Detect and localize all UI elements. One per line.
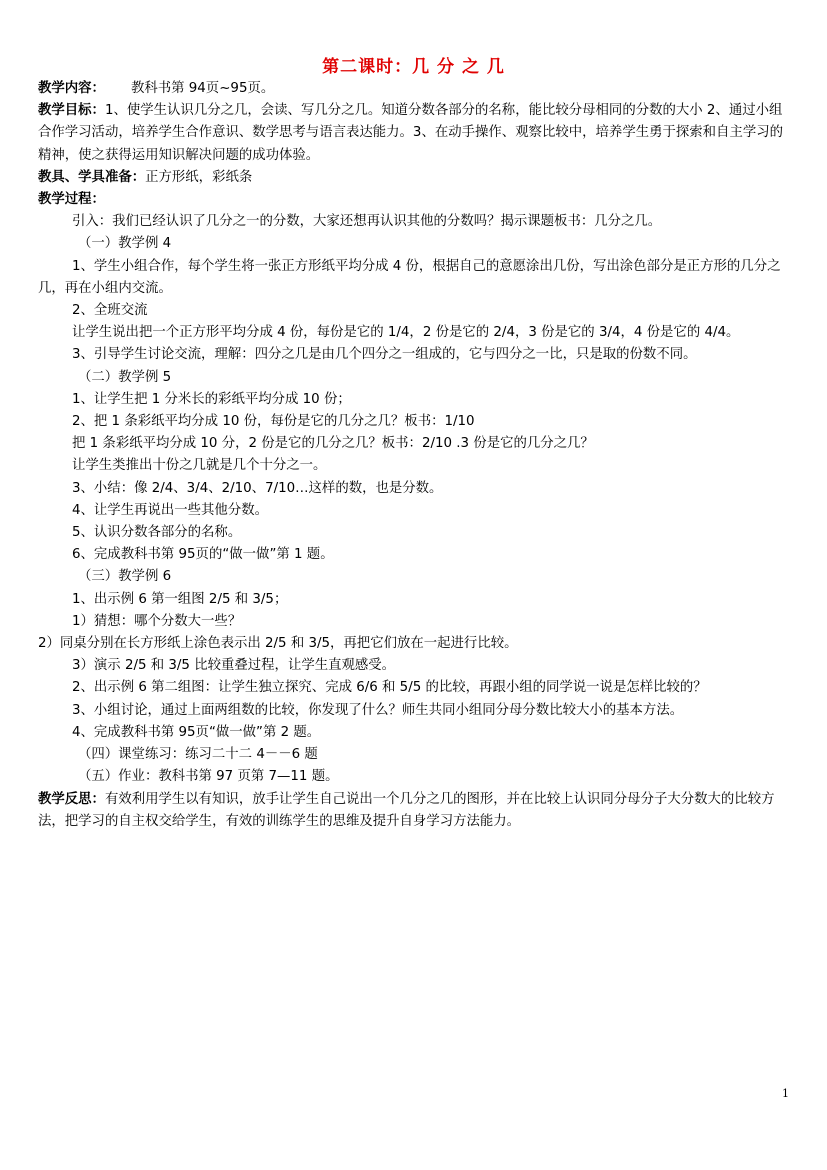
tools-line [38,167,792,189]
section-2-heading: （二）教学例 5 [78,369,172,385]
step-1-3: 3、引导学生讨论交流，理解：四分之几是由几个四分之一组成的，它与四分之一比，只是取的份数不同。 [72,347,697,363]
step-3-1-pair: 2）同桌分别在长方形纸上涂色表示出 2/5 和 3/5，再把它们放在一起进行比较。 [38,636,518,652]
content-label: 教学内容： [38,81,105,96]
content-line [38,78,792,100]
goals-text: 1、使学生认识几分之几，会读、写几分之几。知道分数各部分的名称，能比较分母相同的分数的大小 2、通过小组合作学习活动，培养学生合作意识、数学思考与语言表达能力。3、在动手操作、观察比较中，培养学生勇于探索和自主学习的精神，使之获得运用知识解决问题的成功体验。 [38,103,783,163]
step-2-1: 1、让学生把 1 分米长的彩纸平均分成 10 份； [72,391,351,407]
step-2-3: 3、小结：像 2/4、3/4、2/10、7/10…这样的数，也是分数。 [72,480,443,496]
tools-text: 正方形纸，彩纸条 [145,169,253,185]
tools-label: 教具、学具准备： [38,169,146,185]
step-2-2: 2、把 1 条彩纸平均分成 10 份，每份是它的几分之几？板书：1/10 [72,414,475,430]
step-3-1-demo: 3）演示 2/5 和 3/5 比较重叠过程，让学生直观感受。 [72,658,396,674]
step-2-4: 4、让学生再说出一些其他分数。 [72,502,268,518]
step-3-3: 3、小组讨论，通过上面两组数的比较，你发现了什么？师生共同小组同分母分数比较大小的基本方法。 [72,702,684,718]
goals-label: 教学目标： [38,103,105,119]
step-2-6: 6、完成教科书第 95页的“做一做”第 1 题。 [72,547,334,563]
step-1-2-detail: 让学生说出把一个正方形平均分成 4 份，每份是它的 1/4，2 份是它的 2/4，3 份是它的 3/4，4 份是它的 4/4。 [72,325,740,341]
step-3-2: 2、出示例 6 第二组图：让学生独立探究、完成 6/6 和 5/5 的比较，再跟小组的同学说一说是怎样比较的？ [72,680,707,696]
step-1-1: 1、学生小组合作，每个学生将一张正方形纸平均分成 4 份，根据自己的意愿涂出几份，写出涂色部分是正方形的几分之几，再在小组内交流。 [38,258,781,296]
content-text: 教科书第 94页~95页。 [130,81,275,96]
section-3-heading: （三）教学例 6 [78,569,172,585]
reflection-text: 有效利用学生以有知识，放手让学生自己说出一个几分之几的图形，并在比较上认识同分母分子大分数大的比较方法，把学习的自主权交给学生，有效的训练学生的思维及提升自身学习方法能力。 [38,791,775,829]
process-label: 教学过程： [38,192,105,208]
step-2-2-summary: 让学生类推出十份之几就是几个十分之一。 [72,458,327,474]
reflection-label: 教学反思： [38,791,105,807]
step-2-5: 5、认识分数各部分的名称。 [72,525,242,541]
section-4-practice: （四）课堂练习：练习二十二 4－－6 题 [78,747,318,763]
section-1-heading: （一）教学例 4 [78,236,172,252]
step-3-1-guess: 1）猜想：哪个分数大一些？ [72,613,242,629]
step-3-4: 4、完成教科书第 95页“做一做”第 2 题。 [72,724,321,740]
lesson-title: 第二课时：几 分 之 几 [322,57,505,77]
page-number: 1 [782,1087,789,1100]
step-2-2-detail: 把 1 条彩纸平均分成 10 分，2 份是它的几分之几？板书：2/10 .3 份是它的几分之几？ [72,436,594,452]
reflection-paragraph [38,789,792,833]
step-1-2: 2、全班交流 [72,303,148,319]
step-3-1: 1、出示例 6 第一组图 2/5 和 3/5； [72,591,288,607]
lesson-body [38,78,792,833]
section-5-homework: （五）作业：教科书第 97 页第 7—11 题。 [78,769,339,785]
goals-paragraph [38,100,792,167]
intro-line: 引入：我们已经认识了几分之一的分数，大家还想再认识其他的分数吗？揭示课题板书：几分之几。 [72,214,662,230]
